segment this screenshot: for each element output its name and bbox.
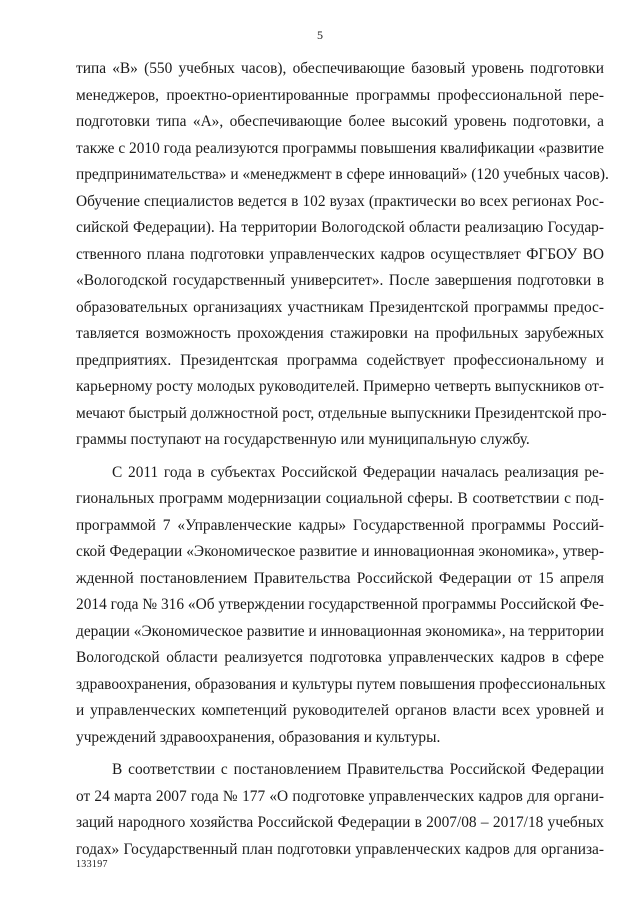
text-line: мечают быстрый должностной рост, отдельные выпускники Президентской про- bbox=[76, 404, 607, 422]
text-line: С 2011 года в субъектах Российской Федерации началась реализация ре- bbox=[112, 463, 604, 481]
text-line: программой 7 «Управленческие кадры» Государственной программы Россий- bbox=[76, 516, 604, 534]
text-line: Вологодской области реализуется подготовка управленческих кадров в сфере bbox=[76, 649, 604, 666]
paragraph-1 bbox=[76, 56, 609, 454]
paragraph-2 bbox=[76, 460, 604, 752]
paragraph-3 bbox=[76, 757, 604, 863]
text-line: заций народного хозяйства Российской Федерации в 2007/08 – 2017/18 учебных bbox=[76, 814, 604, 831]
text-line: здравоохранения, образования и культуры путем повышения профессиональных bbox=[76, 675, 606, 693]
document-code: 133197 bbox=[76, 859, 108, 870]
text-line: также с 2010 года реализуются программы повышения квалификации «развитие bbox=[76, 139, 604, 157]
text-line: В соответствии с постановлением Правительства Российской Федерации bbox=[112, 761, 604, 778]
text-line: и управленческих компетенций руководителей органов власти всех уровней и bbox=[76, 702, 604, 719]
text-line: образовательных организациях участникам Президентской программы предос- bbox=[76, 298, 604, 316]
text-line: подготовки типа «А», обеспечивающие более высокий уровень подготовки, а bbox=[76, 113, 604, 130]
text-line: от 24 марта 2007 года № 177 «О подготовке управленческих кадров для органи- bbox=[76, 787, 604, 805]
text-line: гиональных программ модернизации социальной сферы. В соответствии с под- bbox=[76, 490, 604, 507]
text-line: дерации «Экономическое развитие и инновационная экономика», на территории bbox=[76, 622, 604, 640]
text-line: учреждений здравоохранения, образования и культуры. bbox=[76, 728, 441, 746]
document-body bbox=[76, 56, 609, 863]
text-line: Обучение специалистов ведется в 102 вузах (практически во всех регионах Рос- bbox=[76, 192, 604, 210]
text-line: менеджеров, проектно-ориентированные программы профессиональной пере- bbox=[76, 86, 604, 104]
text-line: сийской Федерации). На территории Вологодской области реализацию Государ- bbox=[76, 219, 604, 236]
page-number: 5 bbox=[317, 28, 323, 42]
text-line: жденной постановлением Правительства Российской Федерации от 15 апреля bbox=[76, 569, 604, 587]
text-line: ской Федерации «Экономическое развитие и инновационная экономика», утвер- bbox=[76, 543, 604, 560]
text-line: ственного плана подготовки управленческих кадров осуществляет ФГБОУ ВО bbox=[76, 245, 604, 263]
text-line: граммы поступают на государственную или муниципальную службу. bbox=[76, 431, 530, 448]
text-line: предпринимательства» и «менеджмент в сфере инноваций» (120 учебных часов). bbox=[76, 166, 609, 183]
text-line: типа «В» (550 учебных часов), обеспечивающие базовый уровень подготовки bbox=[76, 60, 604, 77]
text-line: карьерному росту молодых руководителей. Примерно четверть выпускников от- bbox=[76, 378, 604, 395]
text-line: 2014 года № 316 «Об утверждении государственной программы Российской Фе- bbox=[76, 596, 604, 613]
text-line: тавляется возможность прохождения стажировки на профильных зарубежных bbox=[76, 325, 604, 342]
text-line: предприятиях. Президентская программа содействует профессиональному и bbox=[76, 351, 604, 369]
text-line: годах» Государственный план подготовки управленческих кадров для организа- bbox=[76, 840, 604, 858]
text-line: «Вологодской государственный университет». После завершения подготовки в bbox=[76, 272, 604, 289]
